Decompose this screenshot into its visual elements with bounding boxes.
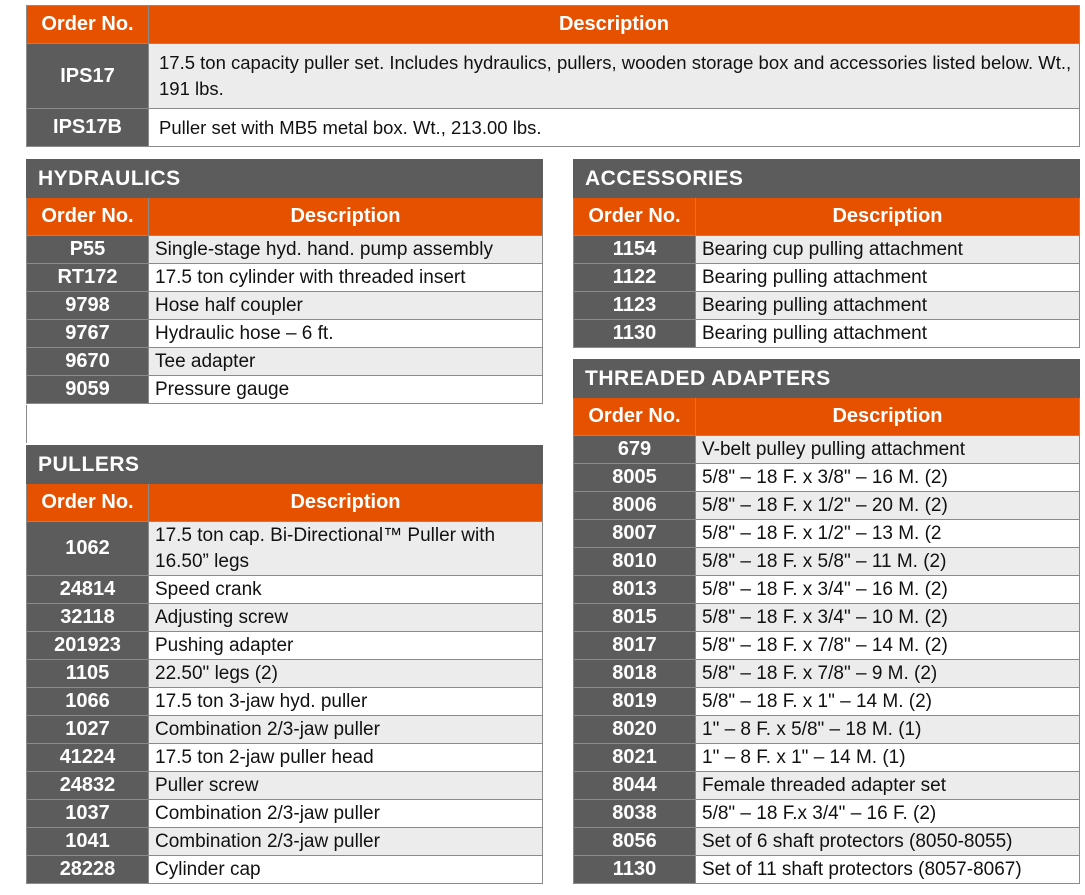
table-row <box>574 464 1080 492</box>
item-description: Female threaded adapter set <box>696 772 1080 800</box>
item-description: 17.5 ton capacity puller set. Includes hydraulics, pullers, wooden storage box and accessories listed below. Wt., 191 lbs. <box>149 44 1080 109</box>
item-description: 17.5 ton 3-jaw hyd. puller <box>149 688 543 716</box>
table-row <box>27 376 543 404</box>
order-number: 1122 <box>574 264 696 292</box>
accessories-title: ACCESSORIES <box>574 160 1080 198</box>
item-description: 5/8" – 18 F.x 3/4" – 16 F. (2) <box>696 800 1080 828</box>
table-row <box>574 576 1080 604</box>
order-number: 8007 <box>574 520 696 548</box>
item-description: Single-stage hyd. hand. pump assembly <box>149 236 543 264</box>
item-description: Bearing pulling attachment <box>696 292 1080 320</box>
table-row <box>27 522 543 576</box>
kit-header-row <box>27 6 1080 44</box>
item-description: 5/8" – 18 F. x 1/2" – 20 M. (2) <box>696 492 1080 520</box>
order-number: 1062 <box>27 522 149 576</box>
table-row <box>574 716 1080 744</box>
order-number: 1130 <box>574 320 696 348</box>
order-number: 1105 <box>27 660 149 688</box>
section-title-row <box>27 446 543 484</box>
table-row <box>27 320 543 348</box>
table-row <box>574 828 1080 856</box>
description-header: Description <box>149 484 543 522</box>
order-number: 9670 <box>27 348 149 376</box>
description-header: Description <box>696 198 1080 236</box>
table-row <box>27 348 543 376</box>
order-number: 8021 <box>574 744 696 772</box>
table-row <box>27 632 543 660</box>
order-number: 8038 <box>574 800 696 828</box>
order-number: 24814 <box>27 576 149 604</box>
item-description: 5/8" – 18 F. x 5/8" – 11 M. (2) <box>696 548 1080 576</box>
order-number: IPS17B <box>27 109 149 147</box>
threaded-adapters-title: THREADED ADAPTERS <box>574 360 1080 398</box>
item-description: Set of 11 shaft protectors (8057-8067) <box>696 856 1080 884</box>
table-row <box>27 856 543 884</box>
order-number: 8020 <box>574 716 696 744</box>
item-description: 5/8" – 18 F. x 3/8" – 16 M. (2) <box>696 464 1080 492</box>
item-description: Set of 6 shaft protectors (8050-8055) <box>696 828 1080 856</box>
table-row <box>27 688 543 716</box>
item-description: Speed crank <box>149 576 543 604</box>
item-description: 17.5 ton cap. Bi-Directional™ Puller with 16.50” legs <box>149 522 543 576</box>
table-row <box>574 492 1080 520</box>
pullers-table <box>26 445 543 884</box>
order-number: 1037 <box>27 800 149 828</box>
section-title-row <box>574 160 1080 198</box>
table-row <box>27 716 543 744</box>
item-description: Adjusting screw <box>149 604 543 632</box>
order-number: 8015 <box>574 604 696 632</box>
item-description: Pressure gauge <box>149 376 543 404</box>
table-row <box>574 660 1080 688</box>
description-header: Description <box>149 6 1080 44</box>
order-number: 9798 <box>27 292 149 320</box>
item-description: Puller screw <box>149 772 543 800</box>
order-number: 41224 <box>27 744 149 772</box>
order-number: 201923 <box>27 632 149 660</box>
section-title-row <box>27 160 543 198</box>
left-border-line <box>26 405 27 443</box>
item-description: 22.50" legs (2) <box>149 660 543 688</box>
item-description: Bearing pulling attachment <box>696 320 1080 348</box>
table-row <box>27 44 1080 109</box>
item-description: Bearing cup pulling attachment <box>696 236 1080 264</box>
order-number: P55 <box>27 236 149 264</box>
table-row <box>574 320 1080 348</box>
order-no-header: Order No. <box>27 484 149 522</box>
table-row <box>574 800 1080 828</box>
item-description: Combination 2/3-jaw puller <box>149 716 543 744</box>
item-description: 5/8" – 18 F. x 7/8" – 9 M. (2) <box>696 660 1080 688</box>
table-row <box>27 660 543 688</box>
description-header: Description <box>149 198 543 236</box>
item-description: Pushing adapter <box>149 632 543 660</box>
table-row <box>27 292 543 320</box>
item-description: Combination 2/3-jaw puller <box>149 828 543 856</box>
table-row <box>27 604 543 632</box>
kit-table <box>26 5 1080 147</box>
item-description: 1" – 8 F. x 5/8" – 18 M. (1) <box>696 716 1080 744</box>
table-row <box>574 772 1080 800</box>
table-row <box>27 264 543 292</box>
order-number: 8056 <box>574 828 696 856</box>
item-description: Bearing pulling attachment <box>696 264 1080 292</box>
order-number: 679 <box>574 436 696 464</box>
table-row <box>574 236 1080 264</box>
table-row <box>574 856 1080 884</box>
item-description: 17.5 ton cylinder with threaded insert <box>149 264 543 292</box>
order-number: 1123 <box>574 292 696 320</box>
item-description: 1" – 8 F. x 1" – 14 M. (1) <box>696 744 1080 772</box>
item-description: Cylinder cap <box>149 856 543 884</box>
hydraulics-table <box>26 159 543 404</box>
table-row <box>27 744 543 772</box>
order-number: 28228 <box>27 856 149 884</box>
item-description: 17.5 ton 2-jaw puller head <box>149 744 543 772</box>
table-row <box>574 436 1080 464</box>
pullers-title: PULLERS <box>27 446 543 484</box>
item-description: Combination 2/3-jaw puller <box>149 800 543 828</box>
item-description: 5/8" – 18 F. x 3/4" – 10 M. (2) <box>696 604 1080 632</box>
item-description: 5/8" – 18 F. x 1/2" – 13 M. (2 <box>696 520 1080 548</box>
header-row <box>27 484 543 522</box>
header-row <box>27 198 543 236</box>
hydraulics-title: HYDRAULICS <box>27 160 543 198</box>
order-no-header: Order No. <box>27 6 149 44</box>
order-number: 1027 <box>27 716 149 744</box>
table-row <box>27 772 543 800</box>
order-number: 32118 <box>27 604 149 632</box>
threaded-adapters-table <box>573 359 1080 884</box>
table-row <box>574 292 1080 320</box>
order-number: 8013 <box>574 576 696 604</box>
table-row <box>574 688 1080 716</box>
item-description: Hose half coupler <box>149 292 543 320</box>
order-number: 8010 <box>574 548 696 576</box>
order-number: 9767 <box>27 320 149 348</box>
table-row <box>574 744 1080 772</box>
table-row <box>574 548 1080 576</box>
order-number: RT172 <box>27 264 149 292</box>
order-no-header: Order No. <box>574 398 696 436</box>
section-title-row <box>574 360 1080 398</box>
order-number: 8017 <box>574 632 696 660</box>
order-number: 1130 <box>574 856 696 884</box>
item-description: Tee adapter <box>149 348 543 376</box>
description-header: Description <box>696 398 1080 436</box>
table-row <box>574 632 1080 660</box>
order-number: 8006 <box>574 492 696 520</box>
item-description: 5/8" – 18 F. x 1" – 14 M. (2) <box>696 688 1080 716</box>
order-number: 1066 <box>27 688 149 716</box>
order-number: 1154 <box>574 236 696 264</box>
order-number: 1041 <box>27 828 149 856</box>
order-number: 8044 <box>574 772 696 800</box>
header-row <box>574 198 1080 236</box>
order-number: 24832 <box>27 772 149 800</box>
order-number: 8019 <box>574 688 696 716</box>
table-row <box>27 800 543 828</box>
order-number: 8018 <box>574 660 696 688</box>
table-row <box>574 604 1080 632</box>
item-description: 5/8" – 18 F. x 3/4" – 16 M. (2) <box>696 576 1080 604</box>
table-row <box>27 828 543 856</box>
table-row <box>27 109 1080 147</box>
item-description: Hydraulic hose – 6 ft. <box>149 320 543 348</box>
header-row <box>574 398 1080 436</box>
order-no-header: Order No. <box>27 198 149 236</box>
order-number: 8005 <box>574 464 696 492</box>
item-description: V-belt pulley pulling attachment <box>696 436 1080 464</box>
item-description: Puller set with MB5 metal box. Wt., 213.00 lbs. <box>149 109 1080 147</box>
table-row <box>27 576 543 604</box>
table-row <box>574 264 1080 292</box>
order-number: 9059 <box>27 376 149 404</box>
item-description: 5/8" – 18 F. x 7/8" – 14 M. (2) <box>696 632 1080 660</box>
order-number: IPS17 <box>27 44 149 109</box>
order-no-header: Order No. <box>574 198 696 236</box>
accessories-table <box>573 159 1080 348</box>
table-row <box>574 520 1080 548</box>
table-row <box>27 236 543 264</box>
